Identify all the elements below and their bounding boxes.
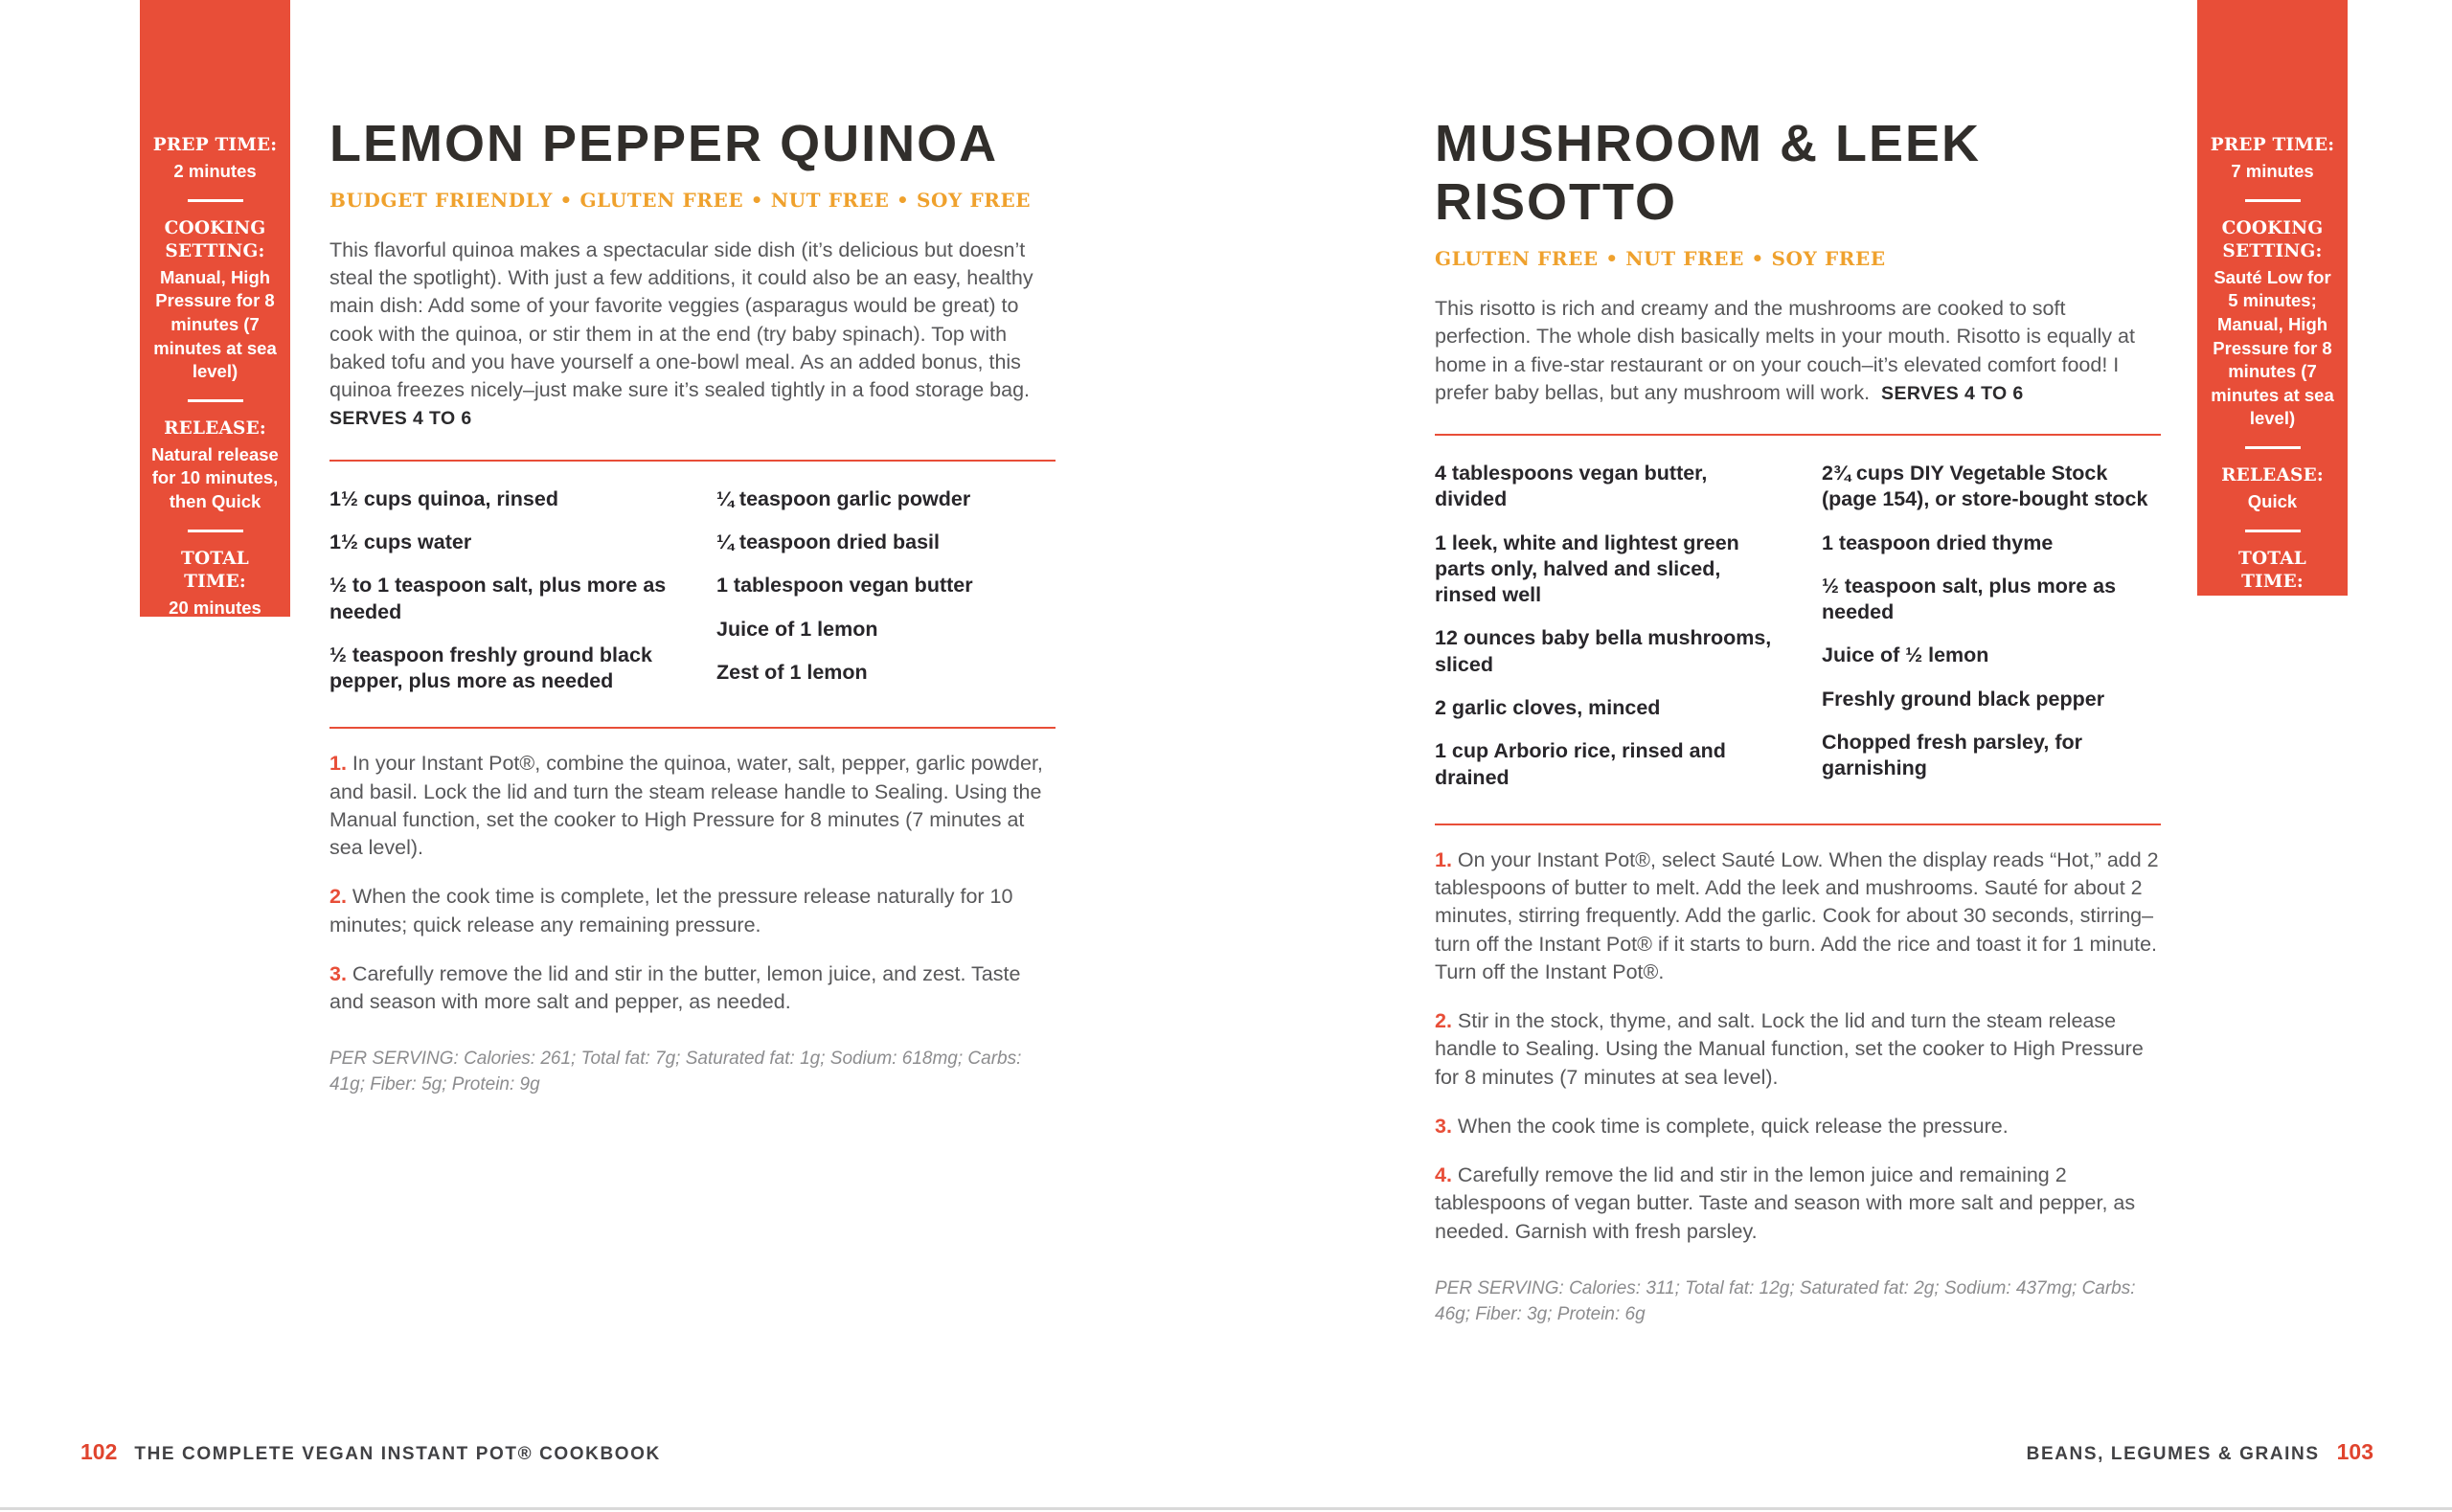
- ingredients-column-2: [1822, 461, 2161, 808]
- total-time-value: 20 minutes: [2226, 597, 2319, 618]
- step-text: Stir in the stock, thyme, and salt. Lock the lid and turn the steam release handle to Sealing. Using the Manual function, set the cooker to High Pressure for 8 minutes (7 minutes at sea level).: [1435, 1009, 2144, 1089]
- ingredient-item: Chopped fresh parsley, for garnishing: [1822, 731, 2082, 780]
- right-page-footer: [2027, 1439, 2373, 1465]
- total-time-label: TOTAL TIME:: [2238, 548, 2306, 592]
- step-number: 2.: [329, 885, 347, 909]
- total-time-value: 20 minutes: [169, 597, 261, 618]
- left-page-footer: [80, 1439, 661, 1465]
- prep-time-value: 2 minutes: [173, 161, 257, 182]
- step-number: 4.: [1435, 1163, 1452, 1187]
- step-item: [329, 960, 1056, 1016]
- step-number: 1.: [329, 752, 347, 776]
- ingredient-item: 2 garlic cloves, minced: [1435, 696, 1661, 720]
- release-label: RELEASE:: [164, 417, 266, 439]
- sidebar-divider: [2245, 530, 2301, 532]
- step-number: 2.: [1435, 1009, 1452, 1033]
- ingredient-item: ½ teaspoon freshly ground black pepper, plus more as needed: [329, 643, 652, 693]
- ingredient-item: 1 cup Arborio rice, rinsed and drained: [1435, 739, 1726, 789]
- release-value: Quick: [2247, 490, 2298, 511]
- nutrition-info: PER SERVING: Calories: 311; Total fat: 12g; Saturated fat: 2g; Sodium: 437mg; Carbs: 46g; Fiber: 3g; Protein: 6g: [1435, 1277, 2136, 1324]
- total-time-label: TOTAL TIME:: [181, 548, 249, 592]
- ingredient-item: 1 leek, white and lightest green parts only, halved and sliced, rinsed well: [1435, 530, 1739, 607]
- serves-label: SERVES 4 TO 6: [329, 408, 472, 430]
- ingredients-bottom-rule: [1435, 824, 2161, 825]
- step-text: Carefully remove the lid and stir in the lemon juice and remaining 2 tablespoons of vegan butter. Taste and season with more salt and pepper, as needed. Garnish with fresh parsley.: [1435, 1163, 2136, 1243]
- prep-time-value: 7 minutes: [2231, 161, 2314, 182]
- ingredient-item: ½ teaspoon salt, plus more as needed: [1822, 574, 2117, 624]
- cooking-setting-label: COOKING SETTING:: [2221, 217, 2324, 261]
- ingredient-item: ¼ teaspoon garlic powder: [716, 486, 971, 510]
- step-item: [1435, 846, 2161, 986]
- ingredients-bottom-rule: [329, 727, 1056, 729]
- left-recipe-info-sidebar: [140, 0, 290, 617]
- ingredient-item: Juice of ½ lemon: [1822, 643, 1989, 667]
- step-text: When the cook time is complete, let the pressure release naturally for 10 minutes; quick release any remaining pressure.: [329, 885, 1013, 937]
- diet-tags: BUDGET FRIENDLY • GLUTEN FREE • NUT FREE • SOY FREE: [329, 189, 1032, 213]
- step-number: 3.: [1435, 1114, 1452, 1138]
- recipe-intro: [329, 237, 1056, 433]
- ingredient-item: 1 tablespoon vegan butter: [716, 574, 973, 598]
- step-item: [1435, 1007, 2161, 1092]
- step-text: Carefully remove the lid and stir in the butter, lemon juice, and zest. Taste and season with more salt and pepper, as needed.: [329, 961, 1021, 1014]
- serves-label: SERVES 4 TO 6: [1881, 382, 2024, 404]
- step-text: When the cook time is complete, quick release the pressure.: [1457, 1114, 2009, 1138]
- step-item: [1435, 1162, 2161, 1246]
- ingredient-item: 12 ounces baby bella mushrooms, sliced: [1435, 626, 1772, 676]
- ingredient-item: 1½ cups water: [329, 530, 472, 553]
- step-text: On your Instant Pot®, select Sauté Low. When the display reads “Hot,” add 2 tablespoons of butter to melt. Add the leek and mushrooms. Sauté for about 2 minutes, stirring frequently. Add the garlic. Cook for about 30 seconds, stirring–turn off the Instant Pot® if it starts to burn. Add the rice and toast it for 1 minute. Turn off the Instant Pot®.: [1435, 847, 2159, 983]
- instructions: [1435, 846, 2161, 1246]
- sidebar-divider: [188, 530, 243, 532]
- page-bottom-edge: [0, 1507, 2452, 1510]
- release-label: RELEASE:: [2221, 464, 2324, 485]
- ingredient-item: 2¾ cups DIY Vegetable Stock (page 154), or store-bought stock: [1822, 461, 2148, 511]
- ingredients-column-1: [329, 486, 669, 712]
- instructions: [329, 750, 1056, 1016]
- ingredient-item: Freshly ground black pepper: [1822, 687, 2105, 711]
- recipe-title: MUSHROOM & LEEK RISOTTO: [1435, 115, 1981, 232]
- recipe-intro: [1435, 295, 2161, 407]
- ingredients-list: [329, 462, 1056, 722]
- recipe-lemon-pepper-quinoa: [329, 115, 1056, 1117]
- chapter-title: BEANS, LEGUMES & GRAINS: [2026, 1444, 2320, 1464]
- recipe-title: LEMON PEPPER QUINOA: [329, 115, 999, 172]
- step-number: 3.: [329, 961, 347, 985]
- ingredient-item: 1½ cups quinoa, rinsed: [329, 486, 558, 510]
- cooking-setting-value: Sauté Low for 5 minutes; Manual, High Pressure for 8 minutes (7 minutes at sea level): [2211, 266, 2334, 429]
- ingredient-item: 1 teaspoon dried thyme: [1822, 530, 2054, 554]
- ingredient-item: Zest of 1 lemon: [716, 660, 868, 684]
- prep-time-label: PREP TIME:: [2210, 135, 2335, 155]
- release-value: Natural release for 10 minutes, then Quick: [151, 443, 279, 511]
- recipe-intro-text: This flavorful quinoa makes a spectacular side dish (it’s delicious but doesn’t steal the spotlight). With just a few additions, it could also be an easy, healthy main dish: Add some of your favorite veggies (asparagus would be great) to cook with the quinoa, or stir them in at the end (try baby spinach). Top with baked tofu and you have yourself a one-bowl meal. As an added bonus, this quinoa freezes nicely–just make sure it’s sealed tightly in a food storage bag.: [329, 238, 1033, 402]
- step-item: [329, 883, 1056, 938]
- nutrition-info: PER SERVING: Calories: 261; Total fat: 7g; Saturated fat: 1g; Sodium: 618mg; Carbs: 41g; Fiber: 5g; Protein: 9g: [329, 1049, 1022, 1095]
- ingredients-column-2: [716, 486, 1056, 712]
- right-recipe-info-sidebar: [2197, 0, 2348, 618]
- sidebar-divider: [188, 199, 243, 202]
- ingredient-item: ¼ teaspoon dried basil: [716, 530, 940, 553]
- ingredient-item: 4 tablespoons vegan butter, divided: [1435, 461, 1708, 511]
- sidebar-divider: [2245, 446, 2301, 449]
- ingredient-item: ½ to 1 teaspoon salt, plus more as needed: [329, 574, 667, 623]
- ingredients-list: [1435, 436, 2161, 818]
- step-item: [1435, 1113, 2161, 1140]
- ingredient-item: Juice of 1 lemon: [716, 617, 878, 641]
- prep-time-label: PREP TIME:: [152, 135, 278, 155]
- page-number: 102: [80, 1439, 118, 1464]
- step-number: 1.: [1435, 847, 1452, 871]
- step-text: In your Instant Pot®, combine the quinoa, water, salt, pepper, garlic powder, and basil. Lock the lid and turn the steam release handle to Sealing. Using the Manual function, set the cooker to High Pressure for 8 minutes (7 minutes at sea level).: [329, 752, 1043, 860]
- recipe-mushroom-leek-risotto: [1435, 115, 2161, 1346]
- step-item: [329, 750, 1056, 862]
- page-number: 103: [2336, 1439, 2373, 1464]
- ingredients-column-1: [1435, 461, 1774, 808]
- recipe-intro-text: This risotto is rich and creamy and the mushrooms are cooked to soft perfection. The whole dish basically melts in your mouth. Risotto is equally at home in a five-star restaurant or on your couch–it’s elevated comfort food! I prefer baby bellas, but any mushroom will work.: [1435, 297, 2135, 404]
- diet-tags: GLUTEN FREE • NUT FREE • SOY FREE: [1435, 247, 1886, 271]
- sidebar-divider: [2245, 199, 2301, 202]
- sidebar-divider: [188, 399, 243, 402]
- cooking-setting-value: Manual, High Pressure for 8 minutes (7 minutes at sea level): [153, 266, 277, 382]
- cooking-setting-label: COOKING SETTING:: [164, 217, 266, 261]
- book-title: THE COMPLETE VEGAN INSTANT POT® COOKBOOK: [134, 1444, 661, 1464]
